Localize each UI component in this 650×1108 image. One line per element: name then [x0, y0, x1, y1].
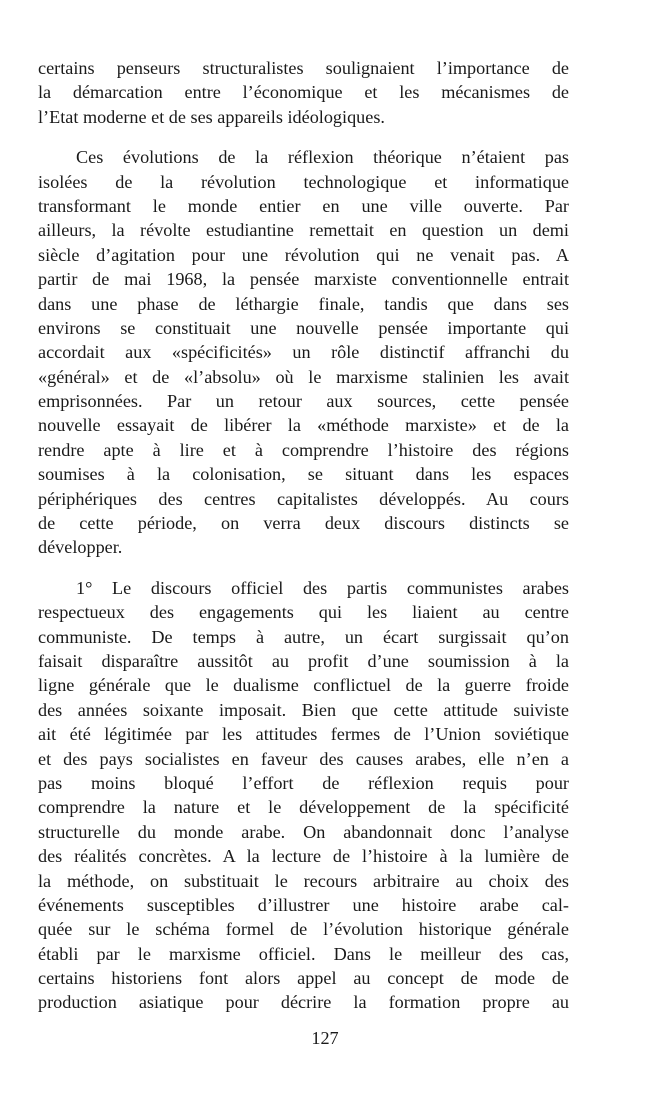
text-line: nouvelle essayait de libérer la «méthode marxiste» et de la — [38, 415, 569, 436]
text-line: structurelle du monde arabe. On abandonnait donc l’analyse — [38, 821, 569, 842]
paragraph — [38, 145, 569, 560]
text-line: certains historiens font alors appel au concept de mode de — [38, 968, 569, 989]
text-line: transformant le monde entier en une ville ouverte. Par — [38, 195, 569, 216]
text-line: emprisonnées. Par un retour aux sources, cette pensée — [38, 391, 569, 412]
text-line: périphériques des centres capitalistes développés. Au cours — [38, 488, 569, 509]
text-line: quée sur le schéma formel de l’évolution historique générale — [38, 919, 569, 940]
text-line: «général» et de «l’absolu» où le marxisme stalinien les avait — [38, 366, 569, 387]
text-line: la méthode, on substituait le recours arbitraire au choix des — [38, 870, 569, 891]
text-line: événements susceptibles d’illustrer une histoire arabe cal- — [38, 894, 569, 915]
text-line: ligne générale que le dualisme conflictuel de la guerre froide — [38, 675, 569, 696]
text-line: isolées de la révolution technologique et informatique — [38, 171, 569, 192]
text-line: établi par le marxisme officiel. Dans le meilleur des cas, — [38, 943, 569, 964]
page-number: 127 — [311, 1028, 339, 1048]
text-line: ailleurs, la révolte estudiantine remettait en question un demi — [38, 220, 569, 241]
text-line: comprendre la nature et le développement de la spécificité — [38, 797, 569, 818]
text-line: ait été légitimée par les attitudes fermes de l’Union soviétique — [38, 724, 569, 745]
paragraph — [38, 576, 569, 1015]
text-line: soumises à la colonisation, se situant dans les espaces — [38, 464, 569, 485]
text-line: dans une phase de léthargie finale, tandis que dans ses — [38, 293, 569, 314]
text-line: la démarcation entre l’économique et les mécanismes de — [38, 82, 569, 103]
text-line: faisait disparaître aussitôt au profit d’une soumission à la — [38, 650, 569, 671]
text-line: des années soixante imposait. Bien que cette attitude suiviste — [38, 699, 569, 720]
text-line: communiste. De temps à autre, un écart surgissait qu’on — [38, 626, 569, 647]
text-line: l’Etat moderne et de ses appareils idéologiques. — [38, 106, 385, 127]
text-line: et des pays socialistes en faveur des causes arabes, elle n’en a — [38, 748, 569, 769]
text-line: production asiatique pour décrire la formation propre au — [38, 992, 569, 1013]
text-line: partir de mai 1968, la pensée marxiste conventionnelle entrait — [38, 269, 569, 290]
text-line: développer. — [38, 537, 123, 558]
text-line: siècle d’agitation pour une révolution qui ne venait pas. A — [38, 244, 569, 265]
text-line: accordait aux «spécificités» un rôle distinctif affranchi du — [38, 342, 569, 363]
text-line: environs se constituait une nouvelle pensée importante qui — [38, 317, 569, 338]
paragraph — [38, 56, 569, 129]
page-body — [38, 56, 569, 1015]
text-line: Ces évolutions de la réflexion théorique n’étaient pas — [76, 147, 569, 168]
text-line: certains penseurs structuralistes soulignaient l’importance de — [38, 58, 569, 78]
text-line: pas moins bloqué l’effort de réflexion requis pour — [38, 772, 569, 793]
text-line: rendre apte à lire et à comprendre l’histoire des régions — [38, 439, 569, 460]
text-line: des réalités concrètes. A la lecture de l’histoire à la lumière de — [38, 846, 569, 867]
text-line: de cette période, on verra deux discours distincts se — [38, 513, 569, 534]
text-line: respectueux des engagements qui les liaient au centre — [38, 602, 569, 623]
text-line: 1° Le discours officiel des partis communistes arabes — [76, 577, 569, 598]
